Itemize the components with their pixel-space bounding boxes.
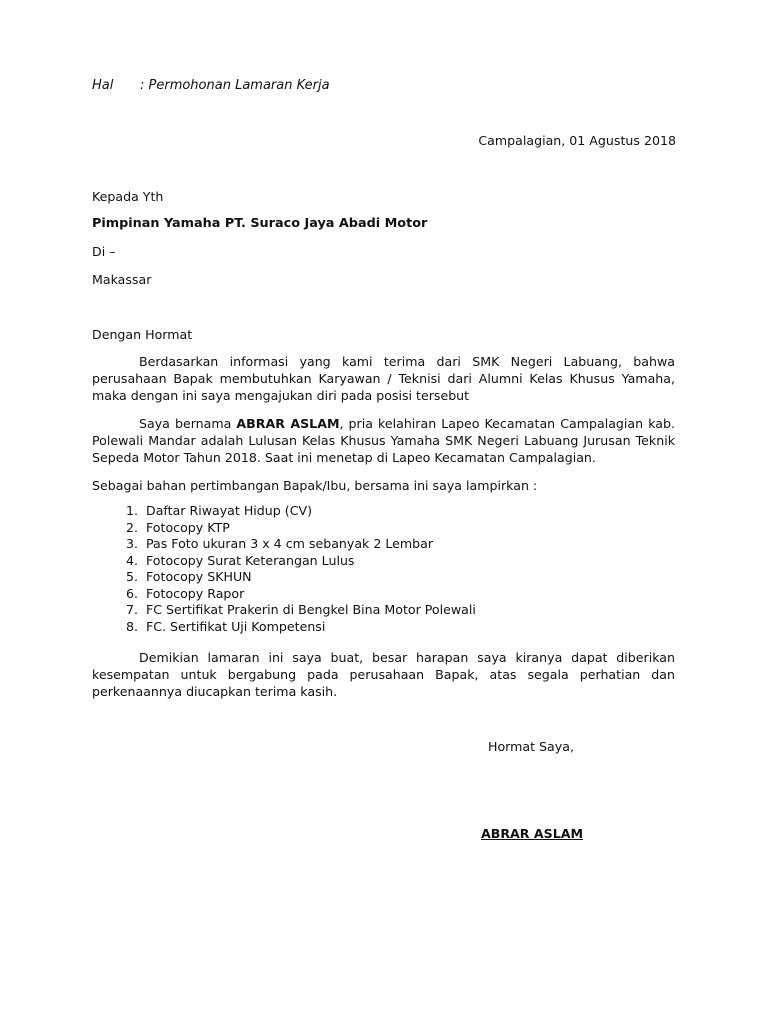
subject-text: : Permohonan Lamaran Kerja — [140, 78, 330, 93]
list-item-text: Fotocopy KTP — [146, 519, 230, 535]
closing-phrase: Hormat Saya, — [488, 739, 574, 754]
salutation: Dengan Hormat — [92, 327, 193, 342]
list-item-number: 7. — [125, 602, 138, 617]
signature-name: ABRAR ASLAM — [481, 826, 583, 841]
list-item — [92, 569, 476, 586]
list-item — [92, 586, 476, 603]
list-item-text: Daftar Riwayat Hidup (CV) — [146, 503, 313, 518]
list-item-number: 2. — [125, 519, 138, 535]
list-item-number: 3. — [125, 536, 138, 551]
attachment-list — [92, 503, 476, 635]
list-item-text: Fotocopy SKHUN — [146, 569, 252, 584]
applicant-name: ABRAR ASLAM — [236, 416, 340, 431]
paragraph-identity — [92, 415, 675, 466]
list-item — [92, 553, 476, 570]
list-item — [92, 536, 476, 553]
subject-line — [92, 78, 330, 93]
recipient-city: Makassar — [92, 272, 152, 287]
list-item-text: Fotocopy Rapor — [146, 585, 245, 601]
paragraph-intro: Berdasarkan informasi yang kami terima dari SMK Negeri Labuang, bahwa perusahaan Bapak membutuhkan Karyawan / Teknisi dari Alumni Kelas Khusus Yamaha, maka dengan ini saya mengajukan diri pada posisi tersebut — [92, 354, 675, 403]
list-item-text: Fotocopy Surat Keterangan Lulus — [146, 552, 355, 568]
list-item — [92, 602, 476, 619]
list-item-text: FC Sertifikat Prakerin di Bengkel Bina Motor Polewali — [146, 602, 476, 617]
list-item-text: Pas Foto ukuran 3 x 4 cm sebanyak 2 Lembar — [146, 536, 434, 551]
list-item-number: 8. — [125, 618, 138, 634]
list-item — [92, 520, 476, 537]
subject-label: Hal — [92, 78, 114, 93]
list-item-number: 5. — [125, 569, 138, 584]
date-line: Campalagian, 01 Agustus 2018 — [478, 133, 676, 148]
recipient-greeting: Kepada Yth — [92, 189, 164, 204]
list-item — [92, 619, 476, 636]
list-item — [92, 503, 476, 520]
paragraph-closing: Demikian lamaran ini saya buat, besar harapan saya kiranya dapat diberikan kesempatan untuk bergabung pada perusahaan Bapak, atas segala perhatian dan perkenaannya diucapkan terima kasih. — [92, 650, 675, 699]
recipient-name: Pimpinan Yamaha PT. Suraco Jaya Abadi Motor — [92, 216, 428, 231]
list-item-number: 4. — [125, 552, 138, 568]
list-item-number: 1. — [125, 503, 138, 518]
recipient-di: Di – — [92, 244, 116, 259]
list-item-number: 6. — [125, 585, 138, 601]
list-item-text: FC. Sertifikat Uji Kompetensi — [146, 618, 326, 634]
paragraph-identity-before: Saya bernama — [139, 416, 237, 431]
paragraph-identity-after: , pria kelahiran Lapeo Kecamatan Campalagian kab. Polewali Mandar adalah Lulusan Kelas Khusus Yamaha SMK Negeri Labuang Jurusan Teknik Sepeda Motor Tahun 2018. Saat ini menetap di Lapeo Kecamatan Campalagian. — [92, 416, 675, 465]
paragraph-attachments-intro: Sebagai bahan pertimbangan Bapak/Ibu, bersama ini saya lampirkan : — [92, 478, 538, 493]
